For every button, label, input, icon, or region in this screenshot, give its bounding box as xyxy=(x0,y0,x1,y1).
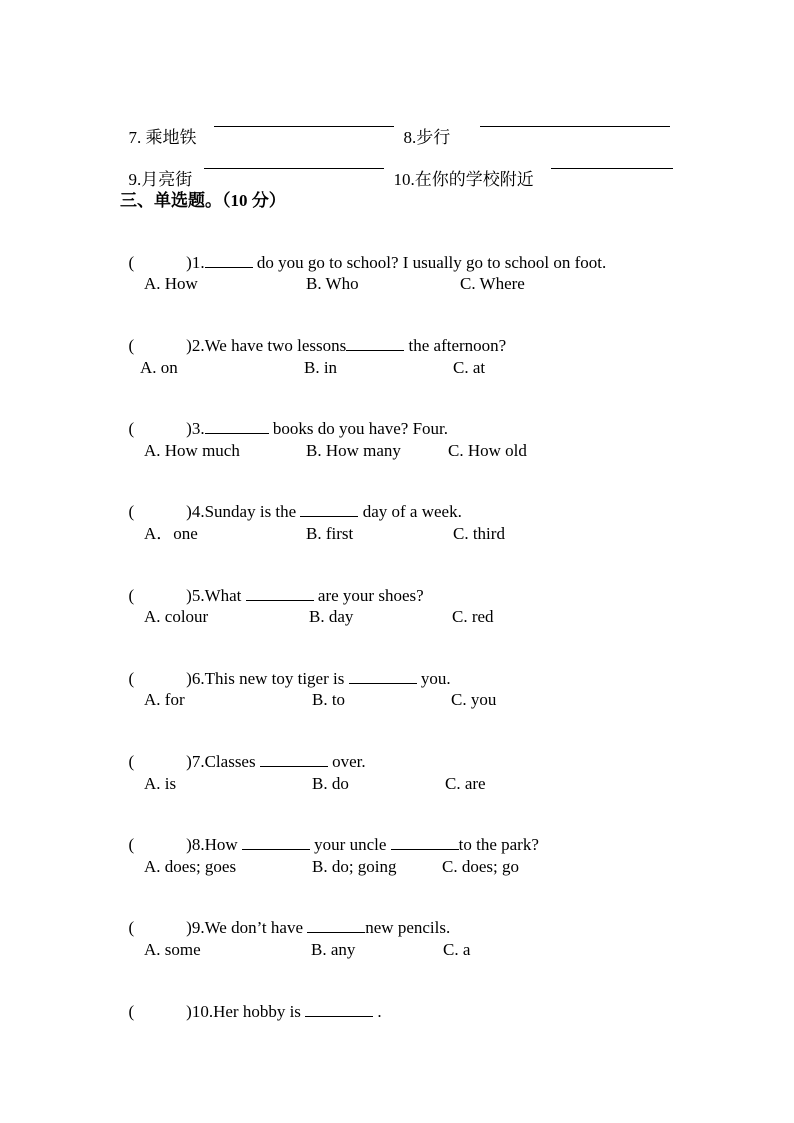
question-5 xyxy=(120,566,424,606)
section-title: 三、单选题。（10 分） xyxy=(120,191,286,210)
paren-open: ( xyxy=(128,253,135,272)
question-number: 7. xyxy=(191,752,205,771)
answer-slot[interactable] xyxy=(134,670,186,684)
paren-close: ) xyxy=(186,669,192,688)
paren-open: ( xyxy=(128,1002,135,1021)
option-c: C. a xyxy=(443,940,471,959)
paren-close: ) xyxy=(186,752,192,771)
paren-close: ) xyxy=(186,918,192,937)
question-text: This new toy tiger is xyxy=(204,669,349,688)
option-a: A. some xyxy=(144,940,201,959)
paren-open: ( xyxy=(128,752,135,771)
question-text: What xyxy=(204,586,246,605)
answer-blank[interactable] xyxy=(305,1002,373,1017)
question-text: over. xyxy=(327,752,366,771)
vocab-number: 7. xyxy=(128,128,146,147)
answer-blank[interactable] xyxy=(349,669,417,684)
question-number: 10. xyxy=(191,1002,214,1021)
question-number: 1. xyxy=(191,253,205,272)
question-10 xyxy=(120,982,382,1022)
answer-blank[interactable] xyxy=(346,336,404,351)
question-text: How xyxy=(204,835,242,854)
paren-close: ) xyxy=(186,835,192,854)
paren-close: ) xyxy=(186,253,192,272)
paren-open: ( xyxy=(128,336,135,355)
answer-slot[interactable] xyxy=(134,587,186,601)
answer-slot[interactable] xyxy=(134,337,186,351)
paren-open: ( xyxy=(128,835,135,854)
answer-blank[interactable] xyxy=(260,752,328,767)
question-3 xyxy=(120,399,448,439)
option-a: A. is xyxy=(144,774,177,793)
answer-blank[interactable] xyxy=(480,112,670,127)
option-a: A. How xyxy=(144,274,198,293)
question-2 xyxy=(120,316,506,356)
option-c: C. at xyxy=(453,358,486,377)
answer-slot[interactable] xyxy=(134,503,186,517)
vocab-row-2 xyxy=(120,150,192,190)
option-b: B. Who xyxy=(306,274,359,293)
answer-blank[interactable] xyxy=(551,154,673,169)
option-a: A. on xyxy=(140,358,178,377)
answer-blank[interactable] xyxy=(391,835,459,850)
question-text: your uncle xyxy=(309,835,391,854)
vocab-row-1b xyxy=(395,108,450,148)
question-text: new pencils. xyxy=(365,918,451,937)
option-c: C. does; go xyxy=(442,857,519,876)
question-4 xyxy=(120,482,462,522)
paren-open: ( xyxy=(128,586,135,605)
answer-blank[interactable] xyxy=(204,154,384,169)
option-c: C. you xyxy=(451,690,497,709)
question-text: Classes xyxy=(204,752,260,771)
vocab-text: 月亮街 xyxy=(141,170,193,189)
vocab-number: 10. xyxy=(393,170,415,189)
option-b: B. How many xyxy=(306,441,401,460)
paren-open: ( xyxy=(128,419,135,438)
question-text: are your shoes? xyxy=(313,586,424,605)
question-6 xyxy=(120,649,451,689)
option-a: A. colour xyxy=(144,607,209,626)
answer-slot[interactable] xyxy=(134,1003,186,1017)
question-number: 6. xyxy=(191,669,205,688)
question-text: the afternoon? xyxy=(404,336,507,355)
vocab-number: 9. xyxy=(128,170,142,189)
option-b: B. day xyxy=(309,607,354,626)
paren-open: ( xyxy=(128,502,135,521)
paren-close: ) xyxy=(186,1002,192,1021)
question-number: 4. xyxy=(191,502,205,521)
question-number: 2. xyxy=(191,336,205,355)
question-7 xyxy=(120,732,366,772)
option-a: A. How much xyxy=(144,441,240,460)
answer-slot[interactable] xyxy=(134,836,186,850)
vocab-text: 在你的学校附近 xyxy=(414,170,534,189)
question-text: We have two lessons xyxy=(204,336,347,355)
question-text: books do you have? Four. xyxy=(268,419,449,438)
vocab-row-2b xyxy=(385,150,534,190)
paren-close: ) xyxy=(186,336,192,355)
answer-slot[interactable] xyxy=(134,254,186,268)
vocab-text: 步行 xyxy=(416,128,451,147)
option-a: A．one xyxy=(144,524,198,543)
option-c: C. third xyxy=(453,524,505,543)
vocab-number: 8. xyxy=(403,128,417,147)
vocab-text: 乘地铁 xyxy=(145,128,197,147)
question-text: day of a week. xyxy=(358,502,462,521)
paren-open: ( xyxy=(128,918,135,937)
paren-close: ) xyxy=(186,586,192,605)
option-b: B. first xyxy=(306,524,354,543)
question-text: to the park? xyxy=(458,835,539,854)
option-c: C. Where xyxy=(460,274,525,293)
option-c: C. are xyxy=(445,774,486,793)
option-a: A. does; goes xyxy=(144,857,237,876)
question-number: 5. xyxy=(191,586,205,605)
question-text: do you go to school? I usually go to school on foot. xyxy=(252,253,607,272)
option-a: A. for xyxy=(144,690,185,709)
answer-slot[interactable] xyxy=(134,753,186,767)
answer-blank[interactable] xyxy=(246,586,314,601)
answer-slot[interactable] xyxy=(134,919,186,933)
option-b: B. do; going xyxy=(312,857,397,876)
question-text: . xyxy=(373,1002,382,1021)
question-number: 3. xyxy=(191,419,205,438)
option-b: B. any xyxy=(311,940,356,959)
question-9 xyxy=(120,898,450,938)
paren-close: ) xyxy=(186,502,192,521)
answer-blank[interactable] xyxy=(205,419,269,434)
question-text: you. xyxy=(416,669,451,688)
vocab-row-1 xyxy=(120,108,197,148)
question-1 xyxy=(120,233,606,273)
option-b: B. to xyxy=(312,690,346,709)
question-8 xyxy=(120,815,539,855)
answer-blank[interactable] xyxy=(214,112,394,127)
paren-open: ( xyxy=(128,669,135,688)
option-c: C. How old xyxy=(448,441,527,460)
answer-blank[interactable] xyxy=(307,918,365,933)
question-text: Her hobby is xyxy=(213,1002,306,1021)
answer-slot[interactable] xyxy=(134,420,186,434)
option-c: C. red xyxy=(452,607,494,626)
question-number: 9. xyxy=(191,918,205,937)
question-text: Sunday is the xyxy=(204,502,301,521)
paren-close: ) xyxy=(186,419,192,438)
option-b: B. do xyxy=(312,774,349,793)
answer-blank[interactable] xyxy=(242,835,310,850)
question-number: 8. xyxy=(191,835,205,854)
answer-blank[interactable] xyxy=(300,502,358,517)
option-b: B. in xyxy=(304,358,338,377)
answer-blank[interactable] xyxy=(205,253,253,268)
question-text: We don’t have xyxy=(204,918,308,937)
